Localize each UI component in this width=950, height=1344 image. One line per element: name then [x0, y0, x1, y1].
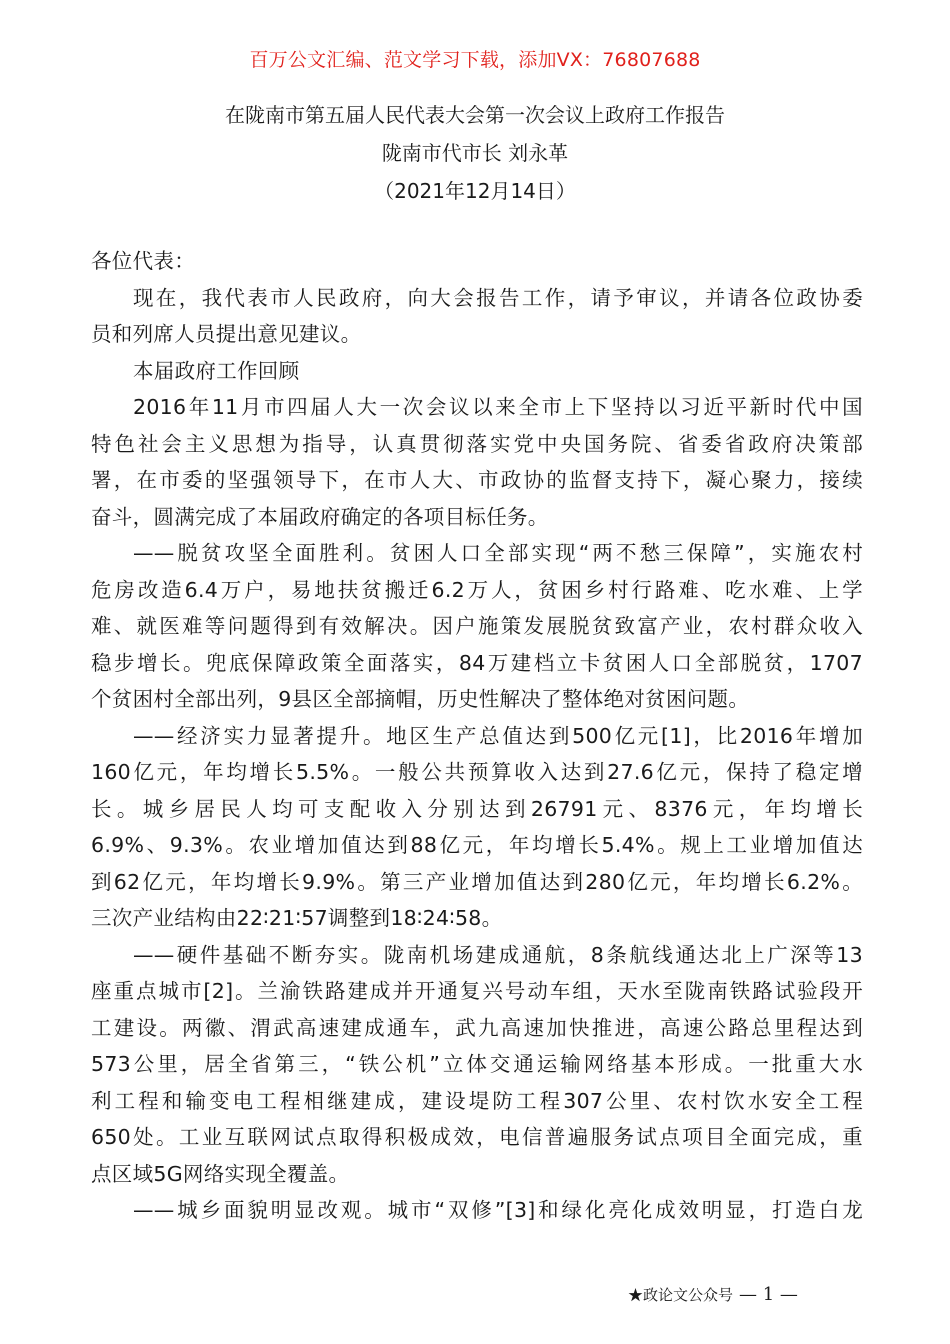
- body-line: 工建设。两徽、渭武高速建成通车，武九高速加快推进，高速公路总里程达到: [91, 1015, 863, 1040]
- body-line: 个贫困村全部出列，9县区全部摘帽，历史性解决了整体绝对贫困问题。: [91, 687, 750, 711]
- page-number: — 1 —: [739, 1284, 798, 1305]
- body-line: 座重点城市[2]。兰渝铁路建成并开通复兴号动车组，天水至陇南铁路试验段开: [91, 979, 863, 1003]
- body-line: 点区域5G网络实现全覆盖。: [91, 1161, 350, 1186]
- body-line: ——硬件基础不断夯实。陇南机场建成通航，8条航线通达北上广深等13: [133, 942, 863, 967]
- body-line: 各位代表：: [91, 249, 195, 273]
- body-line: 6.9%、9.3%。农业增加值达到88亿元，年均增长5.4%。规上工业增加值达: [91, 833, 863, 857]
- document-header: [0, 96, 950, 210]
- body-line: 573公里，居全省第三，“铁公机”立体交通运输网络基本形成。一批重大水: [91, 1052, 863, 1076]
- body-line: 稳步增长。兜底保障政策全面落实，84万建档立卡贫困人口全部脱贫，1707: [91, 650, 863, 675]
- body-line: 三次产业结构由22∶21∶57调整到18∶24∶58。: [91, 906, 503, 930]
- body-line: 长。城乡居民人均可支配收入分别达到26791元、8376元，年均增长: [91, 796, 863, 821]
- body-line: 现在，我代表市人民政府，向大会报告工作，请予审议，并请各位政协委: [133, 285, 863, 310]
- speaker-line: 陇南市代市长 刘永革: [381, 141, 569, 165]
- document-body: [91, 243, 863, 1229]
- body-line: 危房改造6.4万户，易地扶贫搬迁6.2万人，贫困乡村行路难、吃水难、上学: [91, 577, 863, 602]
- body-line: 2016年11月市四届人大一次会议以来全市上下坚持以习近平新时代中国: [133, 395, 863, 419]
- body-line: ——经济实力显著提升。地区生产总值达到500亿元[1]，比2016年增加: [133, 723, 863, 748]
- body-line: 署，在市委的坚强领导下，在市人大、市政协的监督支持下，凝心聚力，接续: [91, 468, 863, 492]
- document-title: 在陇南市第五届人民代表大会第一次会议上政府工作报告: [225, 103, 725, 127]
- section-heading: 本届政府工作回顾: [133, 358, 300, 383]
- date-line: （2021年12月14日）: [374, 179, 576, 203]
- body-line: 到62亿元，年均增长9.9%。第三产业增加值达到280亿元，年均增长6.2%。: [91, 869, 863, 894]
- body-line: ——城乡面貌明显改观。城市“双修”[3]和绿化亮化成效明显，打造白龙: [133, 1198, 863, 1222]
- body-line: 利工程和输变电工程相继建成，建设堤防工程307公里、农村饮水安全工程: [91, 1088, 863, 1113]
- watermark-banner: 百万公文汇编、范文学习下载，添加VX：76807688: [249, 49, 701, 71]
- body-line: 160亿元，年均增长5.5%。一般公共预算收入达到27.6亿元，保持了稳定增: [91, 760, 863, 784]
- footer-source: ★政论文公众号: [628, 1286, 734, 1304]
- page-footer: [628, 1282, 798, 1308]
- body-line: 特色社会主义思想为指导，认真贯彻落实党中央国务院、省委省政府决策部: [91, 431, 863, 456]
- body-line: 员和列席人员提出意见建议。: [91, 322, 362, 346]
- body-line: 难、就医难等问题得到有效解决。因户施策发展脱贫致富产业，农村群众收入: [91, 614, 863, 638]
- body-line: ——脱贫攻坚全面胜利。贫困人口全部实现“两不愁三保障”，实施农村: [133, 541, 863, 565]
- body-line: 650处。工业互联网试点取得积极成效，电信普遍服务试点项目全面完成，重: [91, 1125, 863, 1149]
- body-line: 奋斗，圆满完成了本届政府确定的各项目标任务。: [91, 504, 549, 529]
